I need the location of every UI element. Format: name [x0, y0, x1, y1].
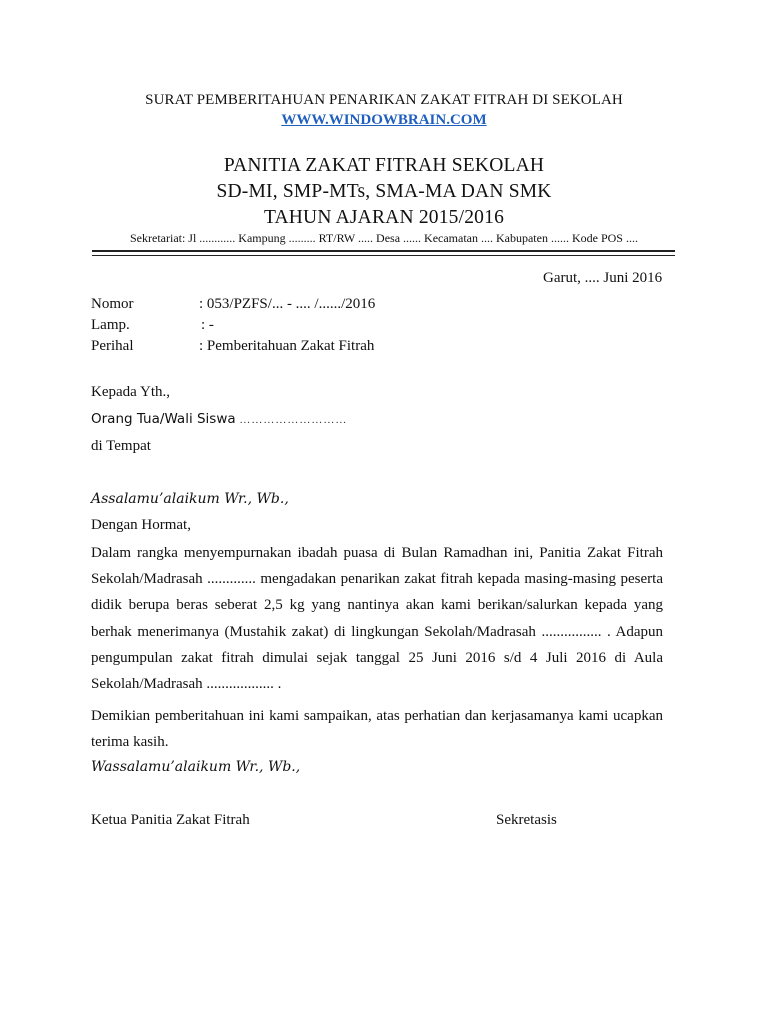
meta-label-nomor: Nomor — [91, 296, 134, 312]
academic-year-heading: TAHUN AJARAN 2015/2016 — [263, 207, 505, 228]
recipient-name-blank: ……………………… — [239, 414, 348, 426]
signatory-chair: Ketua Panitia Zakat Fitrah — [91, 812, 250, 828]
recipient-name — [91, 411, 347, 428]
website-link[interactable]: WWW.WINDOWBRAIN.COM — [281, 112, 487, 128]
paragraph-main: Dalam rangka menyempurnakan ibadah puasa di Bulan Ramadhan ini, Panitia Zakat Fitrah Sekolah/Madrasah ............. mengadakan penarikan zakat fitrah kepada masing-masing peserta didik berupa beras seberat 2,5 kg yang nantinya akan kami berikan/salurkan kepada yang berhak menerimanya (Mustahik zakat) di lingkungan Sekolah/Madrasah ................ . Adapun pengumpulan zakat fitrah dimulai sejak tanggal 25 Juni 2016 s/d 4 Juli 2016 di Aula Sekolah/Madrasah .................. . — [91, 545, 663, 693]
paragraph-closing: Demikian pemberitahuan ini kami sampaikan, atas perhatian dan kerjasamanya kami ucapkan terima kasih. — [91, 708, 663, 751]
signatory-secretary: Sekretasis — [496, 812, 557, 828]
recipient-name-text: Orang Tua/Wali Siswa — [91, 411, 236, 427]
recipient-location: di Tempat — [91, 438, 151, 454]
secretariat-address: Sekretariat: Jl ............ Kampung ......... RT/RW ..... Desa ...... Kecamatan .... Kabupaten ...... Kode POS .... — [130, 231, 638, 245]
meta-value-perihal: : Pemberitahuan Zakat Fitrah — [199, 338, 375, 354]
meta-label-perihal: Perihal — [91, 338, 134, 354]
recipient-salutation: Kepada Yth., — [91, 384, 170, 400]
committee-heading: PANITIA ZAKAT FITRAH SEKOLAH — [223, 155, 545, 176]
header-divider-thick — [92, 250, 675, 252]
letter-title: SURAT PEMBERITAHUAN PENARIKAN ZAKAT FITRAH DI SEKOLAH — [145, 92, 623, 108]
place-date: Garut, .... Juni 2016 — [543, 270, 663, 286]
meta-label-lampiran: Lamp. — [91, 317, 130, 333]
greeting: Assalamu’alaikum Wr., Wb., — [91, 491, 289, 507]
opening-line: Dengan Hormat, — [91, 517, 191, 533]
meta-value-lampiran: : - — [201, 317, 214, 333]
page-edge — [750, 0, 768, 1024]
school-levels-heading: SD-MI, SMP-MTs, SMA-MA DAN SMK — [216, 181, 552, 202]
meta-value-nomor: : 053/PZFS/... - .... /....../2016 — [199, 296, 376, 312]
header-divider-thin — [92, 255, 675, 256]
closing-greeting: Wassalamu’alaikum Wr., Wb., — [91, 759, 301, 775]
